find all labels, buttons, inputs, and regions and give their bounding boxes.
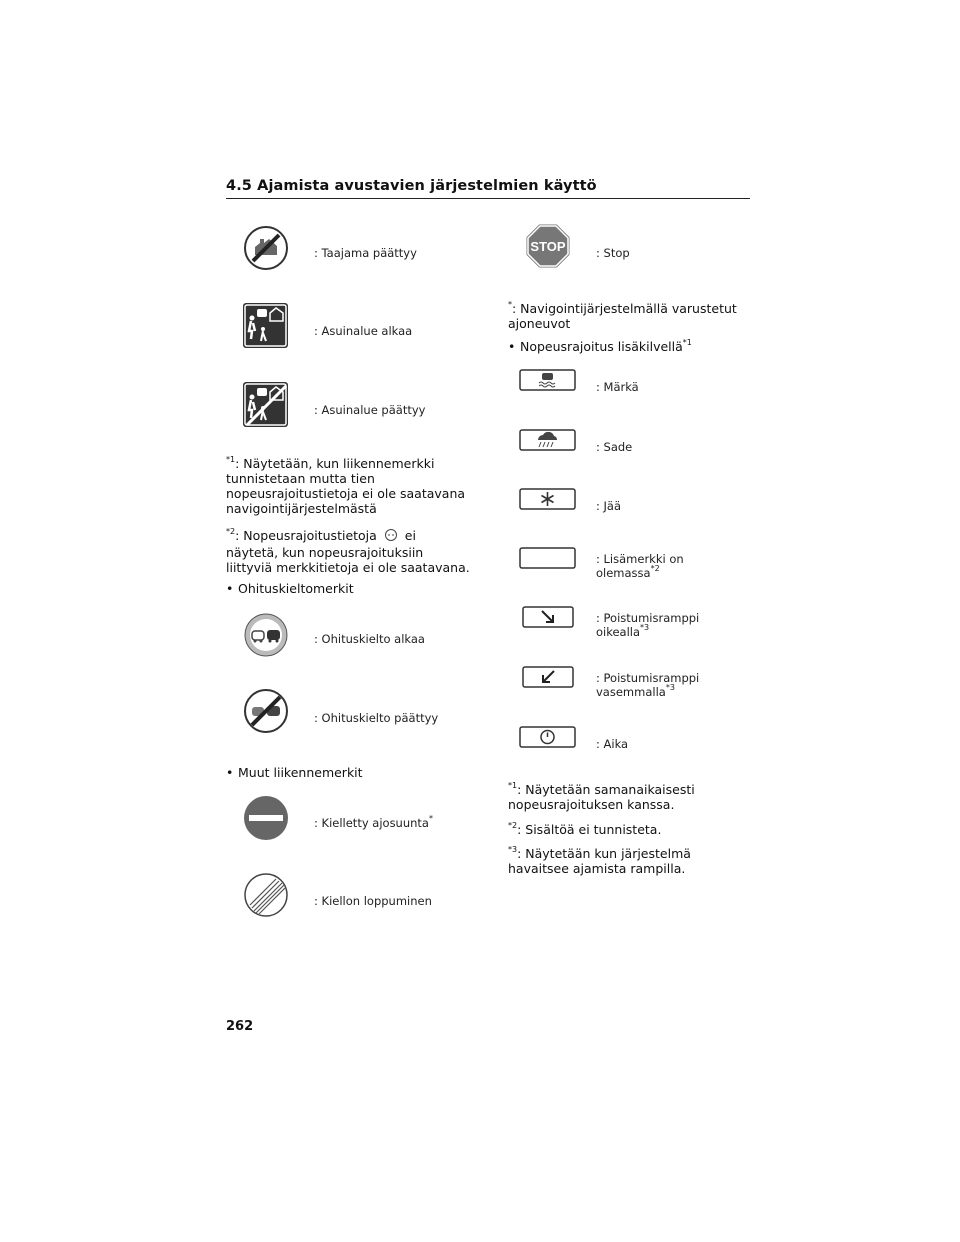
wet-road-plate-icon	[519, 369, 576, 391]
sign-label-no-overtaking-end: : Ohituskielto päättyy	[314, 711, 439, 725]
sign-label-no-entry	[314, 816, 433, 830]
bullet-overtaking: • Ohituskieltomerkit	[238, 581, 354, 596]
footnote-right-2	[508, 822, 748, 837]
speed-limit-info-icon	[384, 528, 398, 545]
label-sup: *3	[640, 623, 650, 633]
footnote-text: : Näytetään, kun liikennemerkki tunnistetaan mutta tien nopeusrajoitustietoja ei ole saatavana navigointijärjestelmästä	[226, 456, 466, 516]
stop-sign-text: STOP	[530, 239, 566, 254]
bullet-supplementary-plates	[520, 339, 692, 354]
footnote-mark: *1	[508, 780, 518, 790]
plate-label-ice: : Jää	[596, 499, 622, 513]
no-overtaking-sign-icon	[243, 612, 289, 658]
bullet-sup: *1	[682, 337, 692, 347]
sign-label-residential-end: : Asuinalue päättyy	[314, 403, 426, 417]
label-sup: *	[428, 814, 433, 824]
label-line-2: oikealla	[596, 625, 641, 639]
plate-label-wet: : Märkä	[596, 380, 639, 394]
time-plate-icon	[519, 726, 576, 748]
plate-label-exit-left	[596, 671, 699, 699]
header-divider	[226, 198, 750, 199]
ice-plate-icon	[519, 488, 576, 510]
label-sup: *3	[665, 683, 675, 693]
label-line-2: olemassa	[596, 566, 651, 580]
exit-right-plate-icon	[522, 606, 574, 628]
navigation-note	[508, 301, 748, 331]
label-sup: *2	[650, 564, 660, 574]
sign-label-stop: : Stop	[596, 246, 630, 260]
footnote-mark: *	[508, 299, 512, 309]
page-number: 262	[226, 1019, 254, 1034]
rain-plate-icon	[519, 429, 576, 451]
label-line-1: : Poistumisramppi	[596, 671, 700, 685]
town-end-sign-icon	[243, 225, 289, 271]
footnote-1	[226, 456, 471, 516]
footnote-text-a: : Nopeusrajoitustietoja	[235, 528, 377, 543]
end-of-restriction-sign-icon	[243, 872, 289, 918]
residential-area-start-sign-icon	[243, 303, 288, 348]
label-line-1: : Lisämerkki on	[596, 552, 684, 566]
footnote-2	[226, 528, 471, 575]
blank-plate-icon	[519, 547, 576, 569]
footnote-right-3	[508, 846, 748, 876]
sign-label-town-end: : Taajama päättyy	[314, 246, 417, 260]
footnote-mark: *1	[226, 454, 236, 464]
sign-label-residential-start: : Asuinalue alkaa	[314, 324, 413, 338]
plate-label-unknown	[596, 552, 684, 580]
exit-left-plate-icon	[522, 666, 574, 688]
bullet-other-signs: • Muut liikennemerkit	[238, 765, 363, 780]
stop-sign-icon	[525, 223, 571, 269]
plate-label-rain: : Sade	[596, 440, 633, 454]
footnote-mark: *3	[508, 844, 518, 854]
no-overtaking-end-sign-icon	[243, 688, 289, 734]
sign-label-end-of-restriction: : Kiellon loppuminen	[314, 894, 432, 908]
plate-label-time: : Aika	[596, 737, 629, 751]
footnote-right-1	[508, 782, 748, 812]
footnote-mark: *2	[508, 820, 518, 830]
label-line-2: vasemmalla	[596, 685, 666, 699]
footnote-mark: *2	[226, 526, 236, 536]
footnote-text: : Näytetään kun järjestelmä havaitsee ajamista rampilla.	[508, 846, 691, 876]
footnote-text: : Näytetään samanaikaisesti nopeusrajoituksen kanssa.	[508, 782, 695, 812]
footnote-text-b: ei näytetä, kun nopeusrajoituksiin liittyviä merkkitietoja ei ole saatavana.	[226, 528, 470, 575]
footnote-text: : Navigointijärjestelmällä varustetut ajoneuvot	[508, 301, 737, 331]
section-title: 4.5 Ajamista avustavien järjestelmien käyttö	[226, 178, 597, 194]
bullet-text: Nopeusrajoitus lisäkilvellä	[520, 339, 683, 354]
no-entry-sign-icon	[243, 795, 289, 841]
sign-label-no-overtaking: : Ohituskielto alkaa	[314, 632, 425, 646]
label-text: : Kielletty ajosuunta	[314, 816, 429, 830]
residential-area-end-sign-icon	[243, 382, 288, 427]
label-line-1: : Poistumisramppi	[596, 611, 700, 625]
footnote-text: : Sisältöä ei tunnisteta.	[517, 822, 662, 837]
plate-label-exit-right	[596, 611, 699, 639]
